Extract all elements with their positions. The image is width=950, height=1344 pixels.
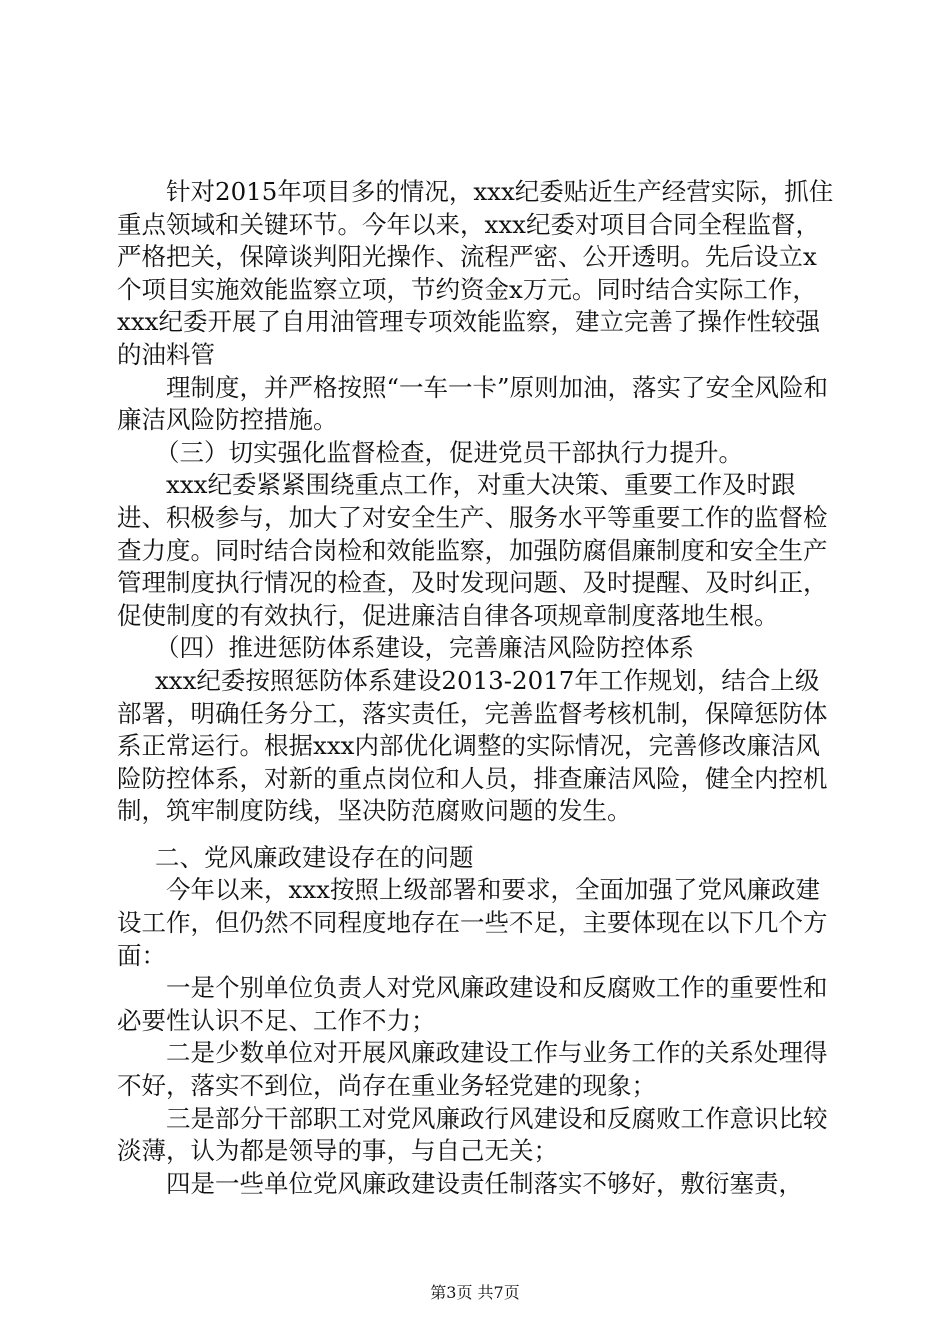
paragraph-prevention-system: xxx纪委按照惩防体系建设2013-2017年工作规划，结合上级部署，明确任务分工，落实责任，完善监督考核机制，保障惩防体系正常运行。根据xxx内部优化调整的实际情况，完善修改廉洁风险防控体系，对新的重点岗位和人员，排查廉洁风险，健全内控机制，筑牢制度防线，坚决防范腐败问题的发生。 [117, 665, 828, 826]
paragraph-problems-intro: 今年以来，xxx按照上级部署和要求，全面加强了党风廉政建设工作，但仍然不同程度地存在一些不足，主要体现在以下几个方面： [117, 875, 828, 970]
paragraph-project-supervision: 针对2015年项目多的情况，xxx纪委贴近生产经营实际，抓住重点领域和关键环节。今年以来，xxx纪委对项目合同全程监督，严格把关，保障谈判阳光操作、流程严密、公开透明。先后设立x个项目实施效能监察立项，节约资金x万元。同时结合实际工作，xxx纪委开展了自用油管理专项效能监察，建立完善了操作性较强的油料管 [117, 177, 834, 369]
paragraph-supervision-inspection: xxx纪委紧紧围绕重点工作，对重大决策、重要工作及时跟进、积极参与，加大了对安全生产、服务水平等重要工作的监督检查力度。同时结合岗检和效能监察，加强防腐倡廉制度和安全生产管理制度执行情况的检查，及时发现问题、及时提醒、及时纠正，促使制度的有效执行，促进廉洁自律各项规章制度落地生根。 [117, 470, 828, 630]
section-heading-problems: 二、党风廉政建设存在的问题 [154, 842, 474, 872]
paragraph-fuel-management: 理制度，并严格按照“一车一卡”原则加油，落实了安全风险和廉洁风险防控措施。 [117, 372, 829, 435]
section-heading-3: （三）切实强化监督检查，促进党员干部执行力提升。 [154, 437, 743, 467]
list-item-problem-4: 四是一些单位党风廉政建设责任制落实不够好，敷衍塞责， [166, 1168, 803, 1198]
list-item-problem-3: 三是部分干部职工对党风廉政行风建设和反腐败工作意识比较淡薄，认为都是领导的事，与自己无关； [117, 1103, 828, 1166]
page-footer: 第3页 共7页 [430, 1283, 520, 1302]
list-item-problem-1: 一是个别单位负责人对党风廉政建设和反腐败工作的重要性和必要性认识不足、工作不力； [117, 973, 828, 1035]
list-item-problem-2: 二是少数单位对开展风廉政建设工作与业务工作的关系处理得不好，落实不到位，尚存在重业务轻党建的现象； [117, 1038, 828, 1101]
document-body [117, 176, 837, 1200]
section-heading-4: （四）推进惩防体系建设，完善廉洁风险防控体系 [154, 633, 694, 663]
